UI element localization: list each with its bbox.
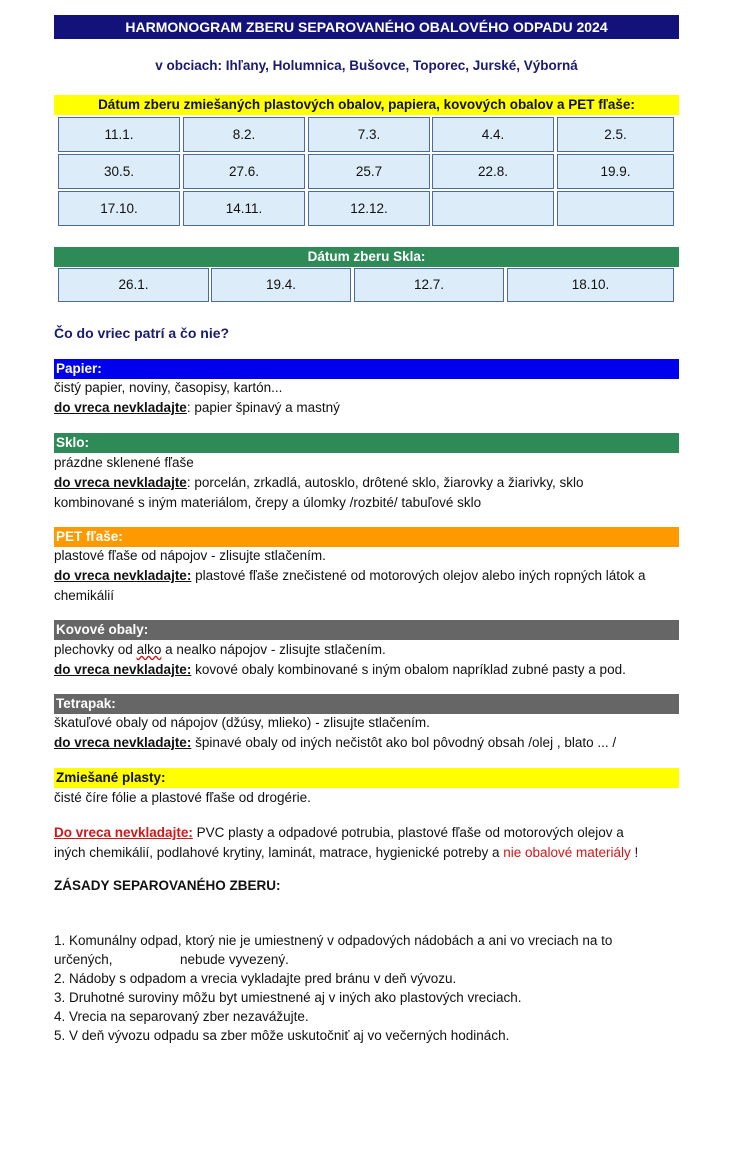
- glass-not-allowed: [54, 473, 694, 493]
- villages-subtitle: v obciach: Ihľany, Holumnica, Bušovce, Toporec, Jurské, Výborná: [155, 58, 578, 73]
- warning-line-1: [54, 823, 694, 843]
- plastic-date-cell: [557, 191, 674, 226]
- tetrapak-section-header: Tetrapak:: [54, 694, 679, 714]
- metal-no-label: do vreca nevkladajte:: [54, 662, 192, 677]
- plastic-date-cell: 4.4.: [432, 117, 554, 152]
- rule-item: 4. Vrecia na separovaný zber nezavážujte.: [54, 1009, 309, 1024]
- plastic-date-cell: 12.12.: [308, 191, 430, 226]
- tetrapak-not-allowed: [54, 733, 694, 753]
- rule-item: 3. Druhotné suroviny môžu byt umiestnené aj v iných ako plastových vreciach.: [54, 990, 522, 1005]
- rule-item: 2. Nádoby s odpadom a vrecia vykladajte pred bránu v deň vývozu.: [54, 971, 457, 986]
- warning-text-2: iných chemikálií, podlahové krytiny, laminát, matrace, hygienické potreby a: [54, 845, 504, 860]
- glass-date-cell: 26.1.: [58, 268, 209, 302]
- pet-allowed: plastové fľaše od nápojov - zlisujte stlačením.: [54, 548, 326, 563]
- plastic-date-cell: 19.9.: [557, 154, 674, 189]
- plastic-date-cell: 14.11.: [183, 191, 305, 226]
- warning-text-end: !: [630, 845, 639, 860]
- paper-not-allowed: [54, 398, 694, 418]
- glass-not-allowed-cont: kombinované s iným materiálom, črepy a úlomky /rozbité/ tabuľové sklo: [54, 495, 482, 510]
- glass-dates-header: Dátum zberu Skla:: [54, 247, 679, 267]
- pet-no-label: do vreca nevkladajte:: [54, 568, 192, 583]
- pet-not-allowed: [54, 566, 694, 586]
- metal-section-header: Kovové obaly:: [54, 620, 679, 640]
- paper-allowed: čistý papier, noviny, časopisy, kartón...: [54, 380, 283, 395]
- plastic-date-cell: 11.1.: [58, 117, 180, 152]
- metal-allowed: [54, 640, 694, 660]
- page-title: HARMONOGRAM ZBERU SEPAROVANÉHO OBALOVÉHO ODPADU 2024: [54, 15, 679, 39]
- metal-allowed-c: a nealko nápojov - zlisujte stlačením.: [161, 642, 386, 657]
- warning-text-red: nie obalové materiály: [503, 845, 631, 860]
- paper-no-text: : papier špinavý a mastný: [186, 400, 340, 415]
- rule-item: určených, nebude vyvezený.: [54, 952, 289, 967]
- tetrapak-allowed: škatuľové obaly od nápojov (džúsy, mlieko) - zlisujte stlačením.: [54, 715, 430, 730]
- plastic-date-cell: 7.3.: [308, 117, 430, 152]
- glass-allowed: prázdne sklenené fľaše: [54, 455, 194, 470]
- warning-line-2: [54, 843, 694, 863]
- plastic-date-cell: 27.6.: [183, 154, 305, 189]
- rules-title: ZÁSADY SEPAROVANÉHO ZBERU:: [54, 878, 281, 893]
- tetrapak-no-label: do vreca nevkladajte:: [54, 735, 192, 750]
- rule-item: 1. Komunálny odpad, ktorý nie je umiestnený v odpadových nádobách a ani vo vreciach na to: [54, 933, 613, 948]
- metal-not-allowed: [54, 660, 694, 680]
- mixed-allowed: čisté číre fólie a plastové fľaše od drogérie.: [54, 790, 311, 805]
- pet-no-text: plastové fľaše znečistené od motorových olejov alebo iných ropných látok a: [191, 568, 646, 583]
- plastic-dates-header: Dátum zberu zmiešaných plastových obalov, papiera, kovových obalov a PET fľaše:: [54, 95, 679, 115]
- metal-no-text: kovové obaly kombinované s iným obalom napríklad zubné pasty a pod.: [191, 662, 626, 677]
- metal-allowed-a: plechovky od: [54, 642, 137, 657]
- warning-text-1: PVC plasty a odpadové potrubia, plastové fľaše od motorových olejov a: [192, 825, 624, 840]
- glass-date-cell: 19.4.: [211, 268, 351, 302]
- plastic-date-cell: 17.10.: [58, 191, 180, 226]
- glass-no-text: : porcelán, zrkadlá, autosklo, drôtené sklo, žiarovky a žiarivky, sklo: [186, 475, 584, 490]
- glass-date-cell: 18.10.: [507, 268, 674, 302]
- plastic-date-cell: 30.5.: [58, 154, 180, 189]
- plastic-date-cell: 2.5.: [557, 117, 674, 152]
- plastic-date-cell: [432, 191, 554, 226]
- tetrapak-no-text: špinavé obaly od iných nečistôt ako bol pôvodný obsah /olej , blato ... /: [191, 735, 617, 750]
- warning-label: Do vreca nevkladajte:: [54, 825, 193, 840]
- plastic-date-cell: 22.8.: [432, 154, 554, 189]
- mixed-section-header: Zmiešané plasty:: [54, 768, 679, 788]
- pet-section-header: PET fľaše:: [54, 527, 679, 547]
- paper-no-label: do vreca nevkladajte: [54, 400, 187, 415]
- question-heading: Čo do vriec patrí a čo nie?: [54, 325, 230, 341]
- glass-no-label: do vreca nevkladajte: [54, 475, 187, 490]
- glass-section-header: Sklo:: [54, 433, 679, 453]
- paper-section-header: Papier:: [54, 359, 679, 379]
- glass-date-cell: 12.7.: [354, 268, 504, 302]
- rule-item: 5. V deň vývozu odpadu sa zber môže uskutočniť aj vo večerných hodinách.: [54, 1028, 510, 1043]
- plastic-date-cell: 8.2.: [183, 117, 305, 152]
- metal-allowed-b: alko: [136, 642, 162, 657]
- plastic-date-cell: 25.7: [308, 154, 430, 189]
- pet-not-allowed-cont: chemikálií: [54, 588, 115, 603]
